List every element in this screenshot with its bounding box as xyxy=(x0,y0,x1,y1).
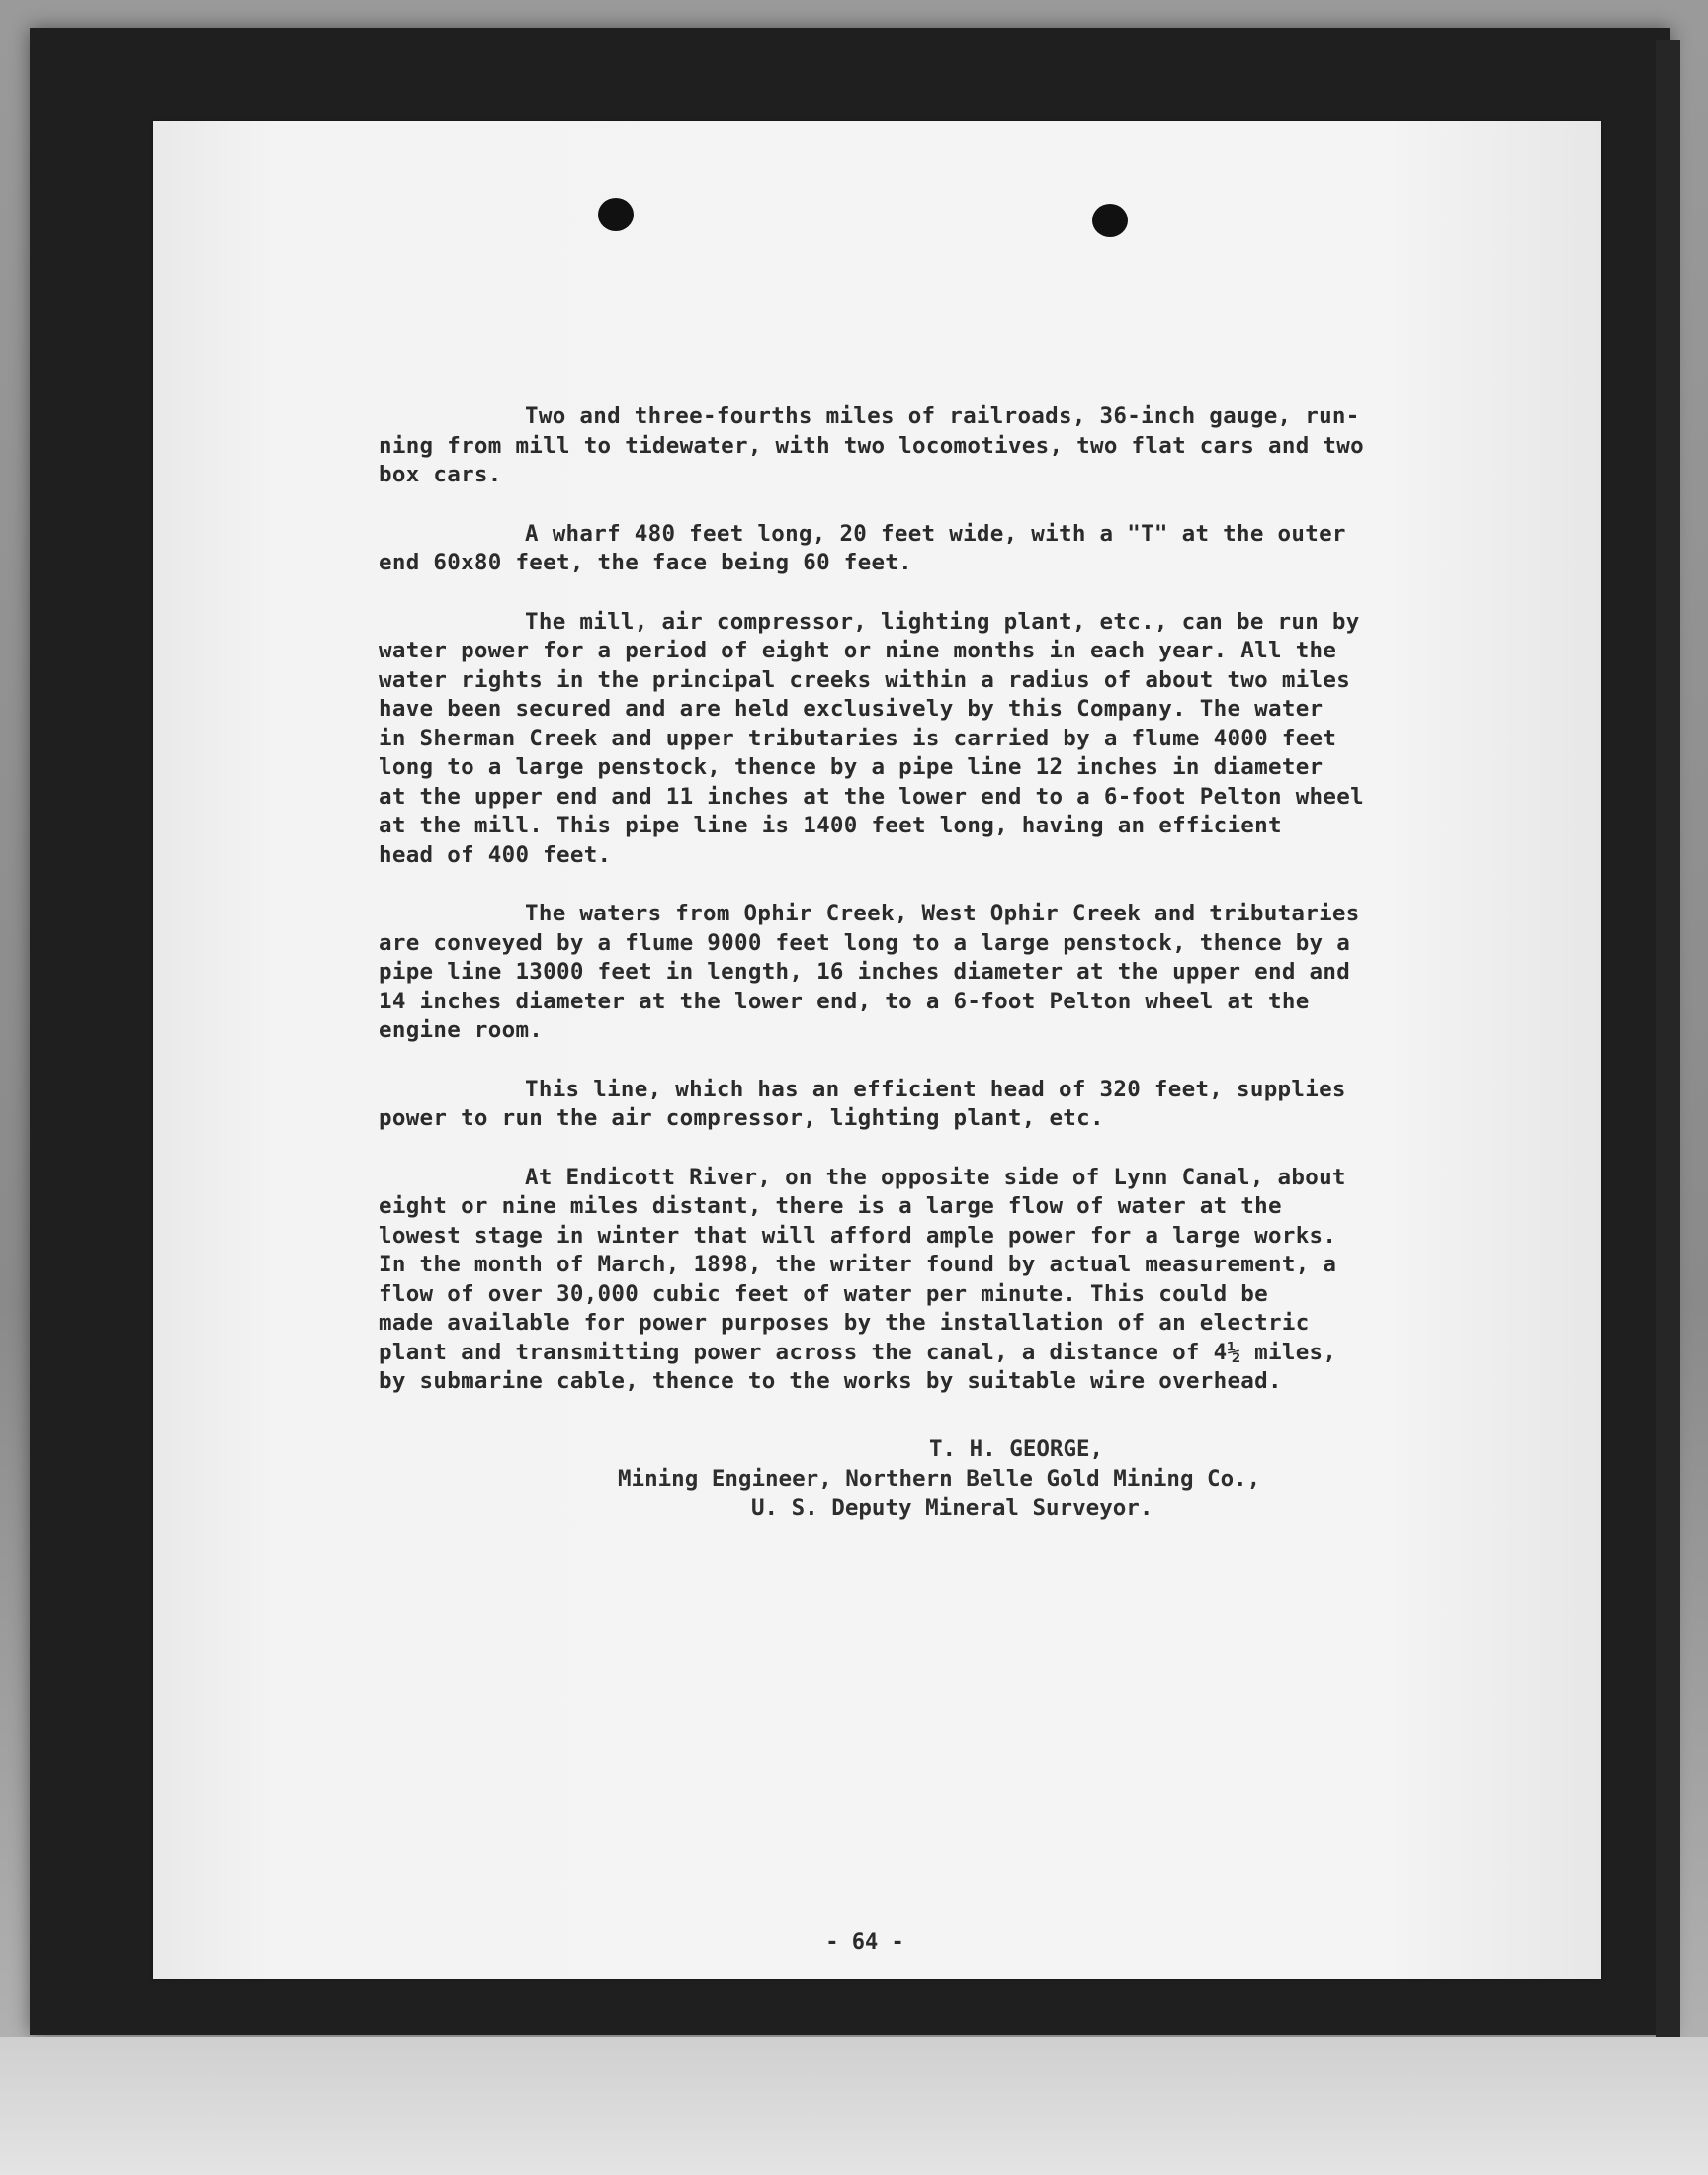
signature-name: T. H. GEORGE, xyxy=(929,1436,1104,1462)
signature-title-1: Mining Engineer, Northern Belle Gold Mining Co., xyxy=(618,1465,1261,1492)
signature-block xyxy=(618,1436,1409,1523)
paragraph-wharf: A wharf 480 feet long, 20 feet wide, with a "T" at the outer end 60x80 feet, the face being 60 feet. xyxy=(379,520,1346,575)
paragraph-water-power: The mill, air compressor, lighting plant, etc., can be run by water power for a period of eight or nine months in each year. All the water rights in the principal creeks within a radius of about two miles have been secured and are held exclusively by this Company. The water in Sherman Creek and upper tributaries is carried by a flume 4000 feet long to a large penstock, thence by a pipe line 12 inches in diameter at the upper end and 11 inches at the lower end to a 6-foot Pelton wheel at the mill. This pipe line is 1400 feet long, having an efficient head of 400 feet. xyxy=(379,608,1364,868)
paragraph-efficient-head: This line, which has an efficient head of 320 feet, supplies power to run the air compressor, lighting plant, etc. xyxy=(379,1076,1346,1131)
paragraph-endicott-river: At Endicott River, on the opposite side of Lynn Canal, about eight or nine miles distant, there is a large flow of water at the lowest stage in winter that will afford ample power for a large works. In the month of March, 1898, the writer found by actual measurement, a flow of over 30,000 cubic feet of water per minute. This could be made available for power purposes by the installation of an electric plant and transmitting power across the canal, a distance of 4½ miles, by submarine cable, thence to the works by suitable wire overhead. xyxy=(379,1164,1346,1394)
paragraph-railroads: Two and three-fourths miles of railroads, 36-inch gauge, run- ning from mill to tidewater, with two locomotives, two flat cars and two box cars. xyxy=(379,403,1364,487)
punch-hole-right-icon xyxy=(1092,204,1128,237)
page-number: - 64 - xyxy=(825,1930,904,1955)
punch-hole-left-icon xyxy=(598,198,634,231)
document-body xyxy=(379,402,1466,1427)
right-edge-strip xyxy=(1656,40,1680,2175)
document-page xyxy=(153,121,1601,1979)
paragraph-ophir-creek: The waters from Ophir Creek, West Ophir Creek and tributaries are conveyed by a flume 9000 feet long to a large penstock, thence by a pipe line 13000 feet in length, 16 inches diameter at the upper end and 14 inches diameter at the lower end, to a 6-foot Pelton wheel at the engine room. xyxy=(379,901,1360,1043)
bottom-scan-margin xyxy=(0,2037,1708,2175)
signature-title-2: U. S. Deputy Mineral Surveyor. xyxy=(751,1495,1153,1521)
